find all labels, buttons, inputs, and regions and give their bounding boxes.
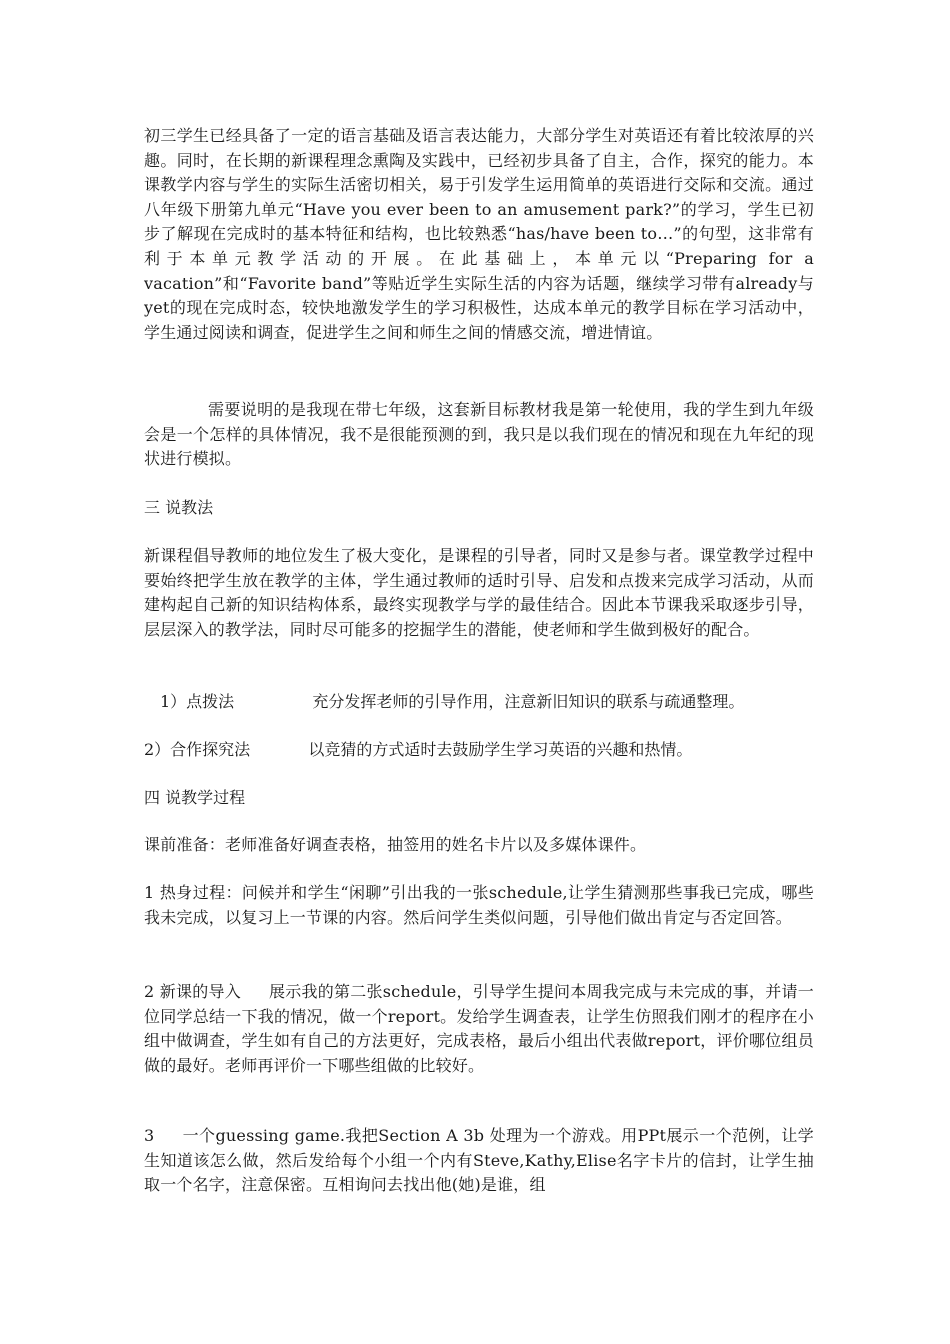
paragraph-teaching-method: 新课程倡导教师的地位发生了极大变化，是课程的引导者，同时又是参与者。课堂教学过程中要始终把学生放在教学的主体，学生通过教师的适时引导、启发和点拨来完成学习活动，从而建构起自己新的知识结构体系，最终实现教学与学的最佳结合。因此本节课我采取逐步引导，层层深入的教学法，同时尽可能多的挖掘学生的潜能，使老师和学生做到极好的配合。 bbox=[144, 546, 814, 639]
step-3-label: 3 bbox=[144, 1126, 155, 1145]
method-2-label: 2）合作探究法 bbox=[144, 740, 251, 759]
method-1-label: 1）点拨法 bbox=[160, 692, 235, 711]
paragraph-preparation: 课前准备：老师准备好调查表格，抽签用的姓名卡片以及多媒体课件。 bbox=[144, 835, 647, 854]
method-2-text: 以竞猜的方式适时去鼓励学生学习英语的兴趣和热情。 bbox=[308, 740, 693, 759]
step-2-label: 2 新课的导入 bbox=[144, 982, 241, 1001]
paragraph-student-analysis: 初三学生已经具备了一定的语言基础及语言表达能力，大部分学生对英语还有着比较浓厚的兴趣。同时，在长期的新课程理念熏陶及实践中，已经初步具备了自主，合作，探究的能力。本课教学内容与学生的实际生活密切相关，易于引发学生运用简单的英语进行交际和交流。通过八年级下册第九单元“Have you ever been to an amusement park?”的学习，学生已初步了解现在完成时的基本特征和结构，也比较熟悉“has/have been to…”的句型，这非常有利于本单元教学活动的开展。在此基础上，本单元以“Preparing for a vacation”和“Favorite band”等贴近学生实际生活的内容为话题，继续学习带有already与yet的现在完成时态，较快地激发学生的学习积极性，达成本单元的教学目标在学习活动中，学生通过阅读和调查，促进学生之间和师生之间的情感交流，增进情谊。 bbox=[144, 126, 814, 342]
paragraph-note: 需要说明的是我现在带七年级，这套新目标教材我是第一轮使用，我的学生到九年级会是一个怎样的具体情况，我不是很能预测的到，我只是以我们现在的情况和现在九年纪的现状进行模拟。 bbox=[144, 400, 814, 469]
step-2-text: 展示我的第二张schedule，引导学生提问本周我完成与未完成的事，并请一位同学总结一下我的情况，做一个report。发给学生调查表，让学生仿照我们刚才的程序在小组中做调查，学生如有自己的方法更好，完成表格，最后小组出代表做report，评价哪位组员做的最好。老师再评价一下哪些组做的比较好。 bbox=[144, 982, 814, 1075]
paragraph-step-2 bbox=[144, 980, 814, 1078]
section-heading-teaching-process: 四 说教学过程 bbox=[144, 788, 246, 807]
section-heading-teaching-method: 三 说教法 bbox=[144, 498, 214, 517]
step-3-text: 一个guessing game.我把Section A 3b 处理为一个游戏。用PPt展示一个范例，让学生知道该怎么做，然后发给每个小组一个内有Steve,Kathy,Elise名字卡片的信封，让学生抽取一个名字，注意保密。互相询问去找出他(她)是谁，组 bbox=[144, 1126, 814, 1195]
method-item-2 bbox=[144, 738, 692, 762]
paragraph-step-1: 1 热身过程：问候并和学生“闲聊”引出我的一张schedule,让学生猜测那些事我已完成，哪些我未完成，以复习上一节课的内容。然后问学生类似问题，引导他们做出肯定与否定回答。 bbox=[144, 883, 814, 927]
paragraph-step-3 bbox=[144, 1124, 814, 1198]
method-item-1 bbox=[160, 690, 744, 714]
method-1-text: 充分发挥老师的引导作用，注意新旧知识的联系与疏通整理。 bbox=[312, 692, 745, 711]
